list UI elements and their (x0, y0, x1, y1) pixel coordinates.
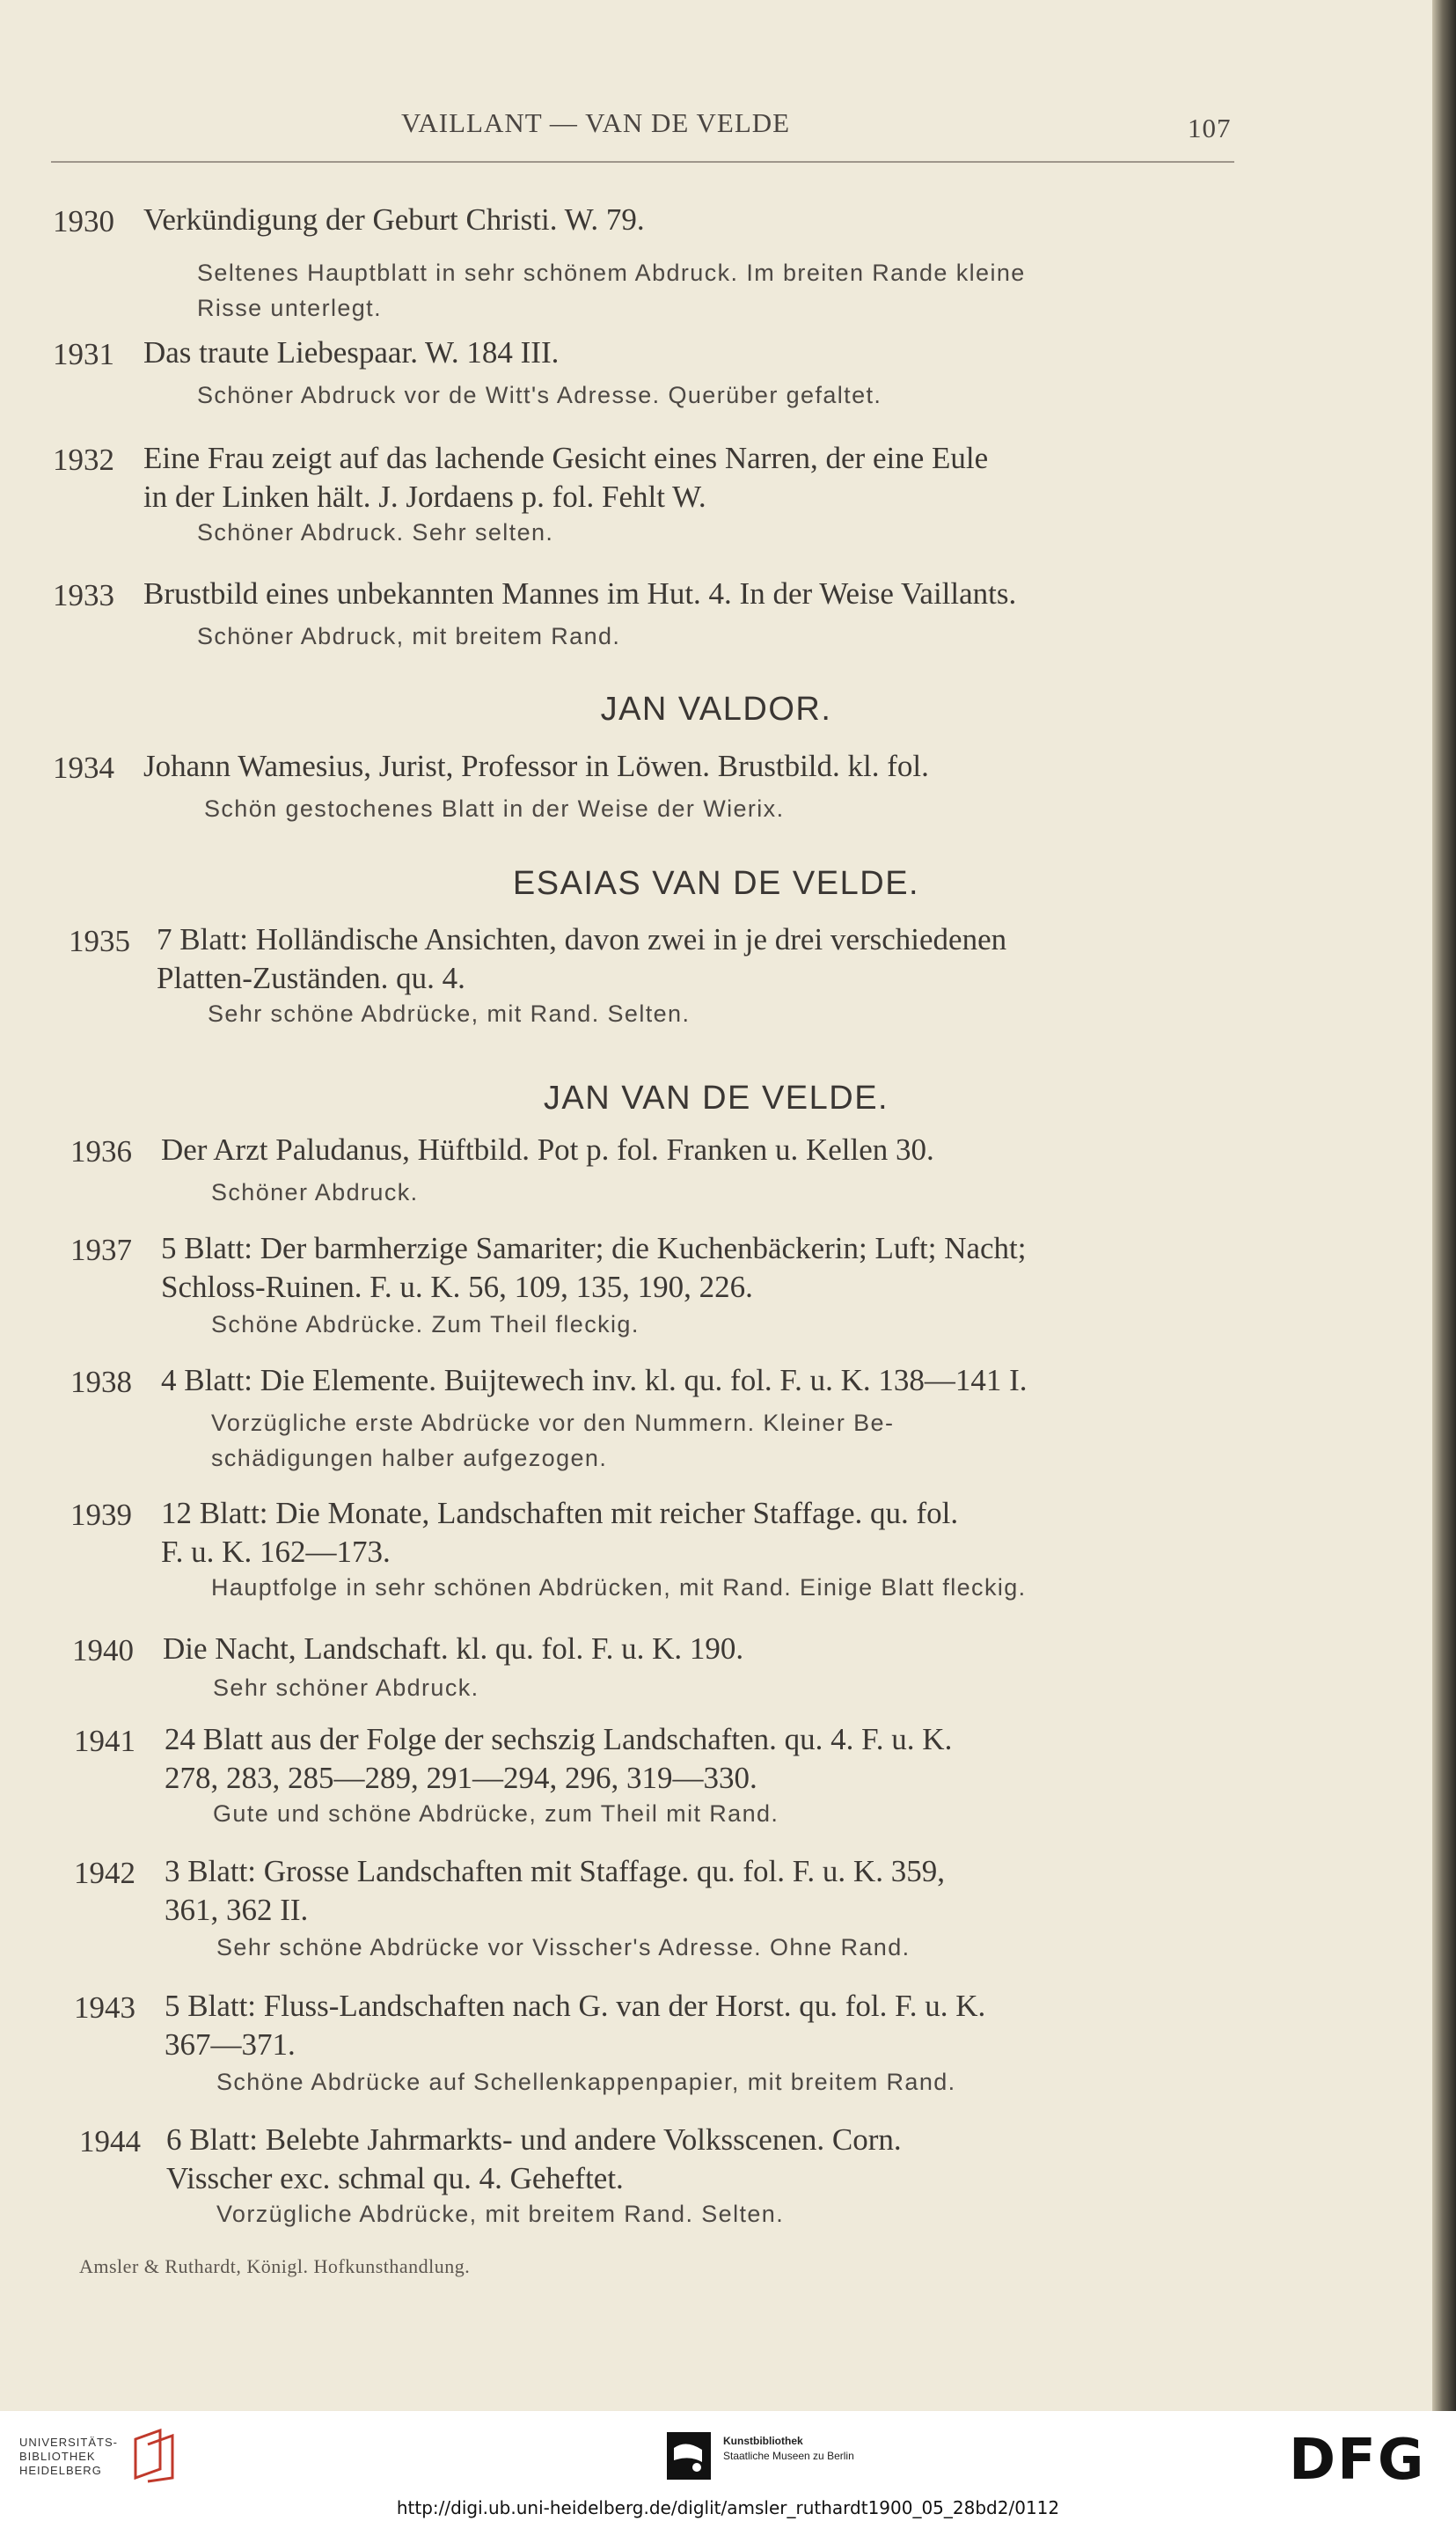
entry-title-line: Brustbild eines unbekannten Mannes im Hut. 4. In der Weise Vaillants. (143, 576, 1017, 611)
entry-title-line: Visscher exc. schmal qu. 4. Geheftet. (166, 2161, 624, 2195)
entry-title-line: Platten-Zuständen. qu. 4. (157, 961, 465, 995)
entry-note (197, 515, 1262, 550)
entry-title-line: 6 Blatt: Belebte Jahrmarkts- und andere Volksscenen. Corn. (166, 2122, 902, 2157)
entry-title-line: 278, 283, 285—289, 291—294, 296, 319—330. (165, 1761, 757, 1795)
entry-title-line: F. u. K. 162—173. (161, 1535, 391, 1569)
ub-line: BIBLIOTHEK (19, 2450, 96, 2463)
kunstbibliothek-logo-icon (667, 2432, 711, 2480)
lot-number: 1943 (74, 1990, 135, 2025)
entry-title-line: 7 Blatt: Holländische Ansichten, davon zwei in je drei verschiedenen (157, 922, 1007, 956)
ub-heidelberg-label (19, 2436, 118, 2478)
entry-title-line: 361, 362 II. (165, 1893, 309, 1927)
entry-title (143, 333, 1243, 372)
entry-note-line: Hauptfolge in sehr schönen Abdrücken, mit Rand. Einige Blatt fleckig. (211, 1574, 1027, 1601)
entry-title-line: Verkündigung der Geburt Christi. W. 79. (143, 202, 645, 237)
kb-title: Kunstbibliothek (723, 2435, 803, 2447)
entry-title-line: in der Linken hält. J. Jordaens p. fol. Fehlt W. (143, 480, 706, 514)
section-heading: JAN VAN DE VELDE. (543, 1080, 889, 1117)
entry-note-line: Schöner Abdruck. (211, 1179, 419, 1206)
entry-note (211, 1405, 1276, 1476)
entry-note (204, 791, 1269, 826)
entry-note-line: Gute und schöne Abdrücke, zum Theil mit Rand. (213, 1800, 779, 1827)
entry-note (213, 1796, 1277, 1831)
entry-note-line: Sehr schöner Abdruck. (213, 1675, 479, 1701)
lot-number: 1942 (74, 1856, 135, 1890)
entry-title (143, 747, 1243, 786)
entry-title-line: 12 Blatt: Die Monate, Landschaften mit reicher Staffage. qu. fol. (161, 1496, 959, 1530)
permalink-url[interactable]: http://digi.ub.uni-heidelberg.de/diglit/amsler_ruthardt1900_05_28bd2/0112 (396, 2497, 1060, 2518)
ub-heidelberg-logo-icon (130, 2427, 179, 2483)
entry-title (161, 1361, 1261, 1400)
entry-title (143, 201, 1243, 239)
section-heading: JAN VALDOR. (600, 691, 832, 728)
entry-title-line: 4 Blatt: Die Elemente. Buijtewech inv. kl. qu. fol. F. u. K. 138—141 I. (161, 1363, 1028, 1397)
entry-note (197, 255, 1262, 326)
publisher-imprint: Amsler & Ruthardt, Königl. Hofkunsthandlung. (79, 2255, 471, 2277)
entry-title (143, 575, 1243, 613)
lot-number: 1941 (74, 1724, 135, 1758)
lot-number: 1931 (53, 337, 114, 371)
entry-note-line: Risse unterlegt. (197, 295, 382, 321)
entry-title-line: 3 Blatt: Grosse Landschaften mit Staffage. qu. fol. F. u. K. 359, (165, 1854, 945, 1888)
entry-title-line: 367—371. (165, 2027, 296, 2062)
entry-title-line: Eine Frau zeigt auf das lachende Gesicht eines Narren, der eine Eule (143, 441, 989, 475)
entry-note (197, 619, 1262, 654)
header-title: VAILLANT — VAN DE VELDE (401, 107, 791, 138)
entry-title (163, 1630, 1262, 1668)
lot-number: 1944 (79, 2124, 141, 2158)
entry-title-line: Der Arzt Paludanus, Hüftbild. Pot p. fol. Franken u. Kellen 30. (161, 1132, 934, 1167)
section-heading: ESAIAS VAN DE VELDE. (512, 865, 920, 902)
entry-title-line: 24 Blatt aus der Folge der sechszig Landschaften. qu. 4. F. u. K. (165, 1722, 953, 1756)
ub-line: UNIVERSITÄTS- (19, 2436, 118, 2449)
entry-note-line: Schöner Abdruck, mit breitem Rand. (197, 623, 621, 649)
entry-title (165, 1852, 1264, 1930)
header-rule (51, 161, 1234, 163)
entry-note (211, 1570, 1276, 1605)
entry-note (213, 1670, 1277, 1705)
lot-number: 1930 (53, 204, 114, 238)
entry-note (216, 1930, 1281, 1965)
dfg-logo: DFG (1289, 2428, 1426, 2493)
entry-note (216, 2064, 1281, 2100)
entry-title-line: 5 Blatt: Der barmherzige Samariter; die Kuchenbäckerin; Luft; Nacht; (161, 1231, 1027, 1265)
entry-note-line: Schöner Abdruck vor de Witt's Adresse. Querüber gefaltet. (197, 382, 882, 408)
kb-subtitle: Staatliche Museen zu Berlin (723, 2450, 854, 2462)
entry-title (143, 439, 1243, 517)
entry-note-line: Vorzügliche erste Abdrücke vor den Nummern. Kleiner Be- (211, 1410, 895, 1436)
entry-title (161, 1494, 1261, 1572)
book-spine-edge (1432, 0, 1456, 2411)
lot-number: 1935 (69, 924, 130, 958)
lot-number: 1939 (70, 1498, 132, 1532)
lot-number: 1936 (70, 1134, 132, 1169)
entry-note-line: Sehr schöne Abdrücke, mit Rand. Selten. (208, 1000, 691, 1027)
lot-number: 1933 (53, 578, 114, 612)
entry-title (165, 1987, 1264, 2064)
entry-note-line: Schöne Abdrücke. Zum Theil fleckig. (211, 1311, 640, 1337)
entry-note (216, 2196, 1281, 2232)
ub-line: HEIDELBERG (19, 2464, 102, 2477)
entry-note-line: Seltenes Hauptblatt in sehr schönem Abdruck. Im breiten Rande kleine (197, 260, 1026, 286)
lot-number: 1940 (72, 1633, 134, 1667)
lot-number: 1937 (70, 1233, 132, 1267)
entry-title (161, 1131, 1261, 1169)
entry-title-line: Johann Wamesius, Jurist, Professor in Löwen. Brustbild. kl. fol. (143, 749, 929, 783)
entry-note-line: schädigungen halber aufgezogen. (211, 1445, 608, 1471)
entry-note (211, 1307, 1276, 1342)
entry-note (197, 377, 1262, 413)
entry-title-line: Das traute Liebespaar. W. 184 III. (143, 335, 560, 370)
kunstbibliothek-label (723, 2434, 854, 2464)
entry-note-line: Schöne Abdrücke auf Schellenkappenpapier, mit breitem Rand. (216, 2069, 956, 2095)
entry-title (165, 1720, 1264, 1798)
entry-title-line: 5 Blatt: Fluss-Landschaften nach G. van der Horst. qu. fol. F. u. K. (165, 1989, 986, 2023)
entry-note (208, 996, 1272, 1031)
entry-title (161, 1229, 1261, 1307)
lot-number: 1934 (53, 751, 114, 785)
entry-note-line: Vorzügliche Abdrücke, mit breitem Rand. Selten. (216, 2201, 785, 2227)
entry-title-line: Die Nacht, Landschaft. kl. qu. fol. F. u. K. 190. (163, 1631, 744, 1666)
entry-note-line: Schön gestochenes Blatt in der Weise der Wierix. (204, 795, 785, 822)
entry-note-line: Schöner Abdruck. Sehr selten. (197, 519, 554, 546)
entry-title-line: Schloss-Ruinen. F. u. K. 56, 109, 135, 190, 226. (161, 1270, 753, 1304)
entry-note-line: Sehr schöne Abdrücke vor Visscher's Adresse. Ohne Rand. (216, 1934, 911, 1960)
lot-number: 1938 (70, 1365, 132, 1399)
entry-note (211, 1175, 1276, 1210)
entry-title (166, 2121, 1266, 2198)
lot-number: 1932 (53, 443, 114, 477)
entry-title (157, 920, 1256, 998)
page-number: 107 (1188, 113, 1232, 143)
